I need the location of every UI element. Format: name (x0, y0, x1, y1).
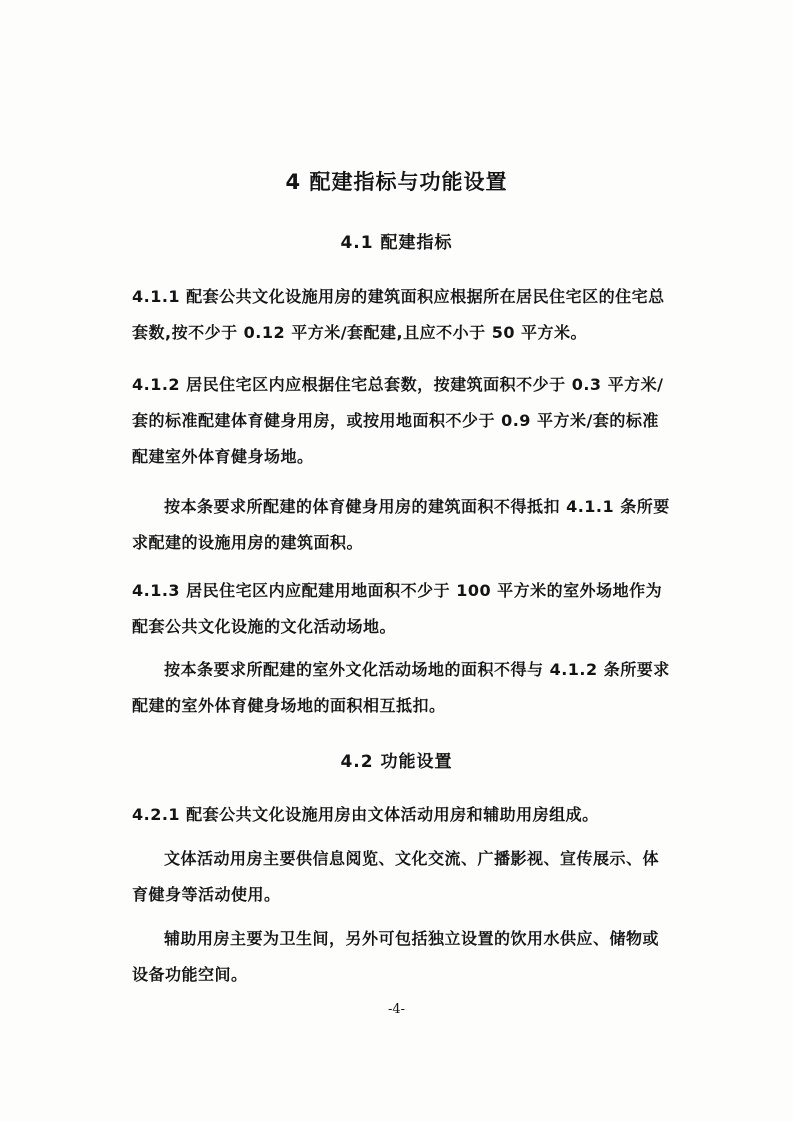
clause-4-2-1: 4.2.1 配套公共文化设施用房由文体活动用房和辅助用房组成。 (132, 805, 599, 824)
clause-4-1-2: 4.1.2 居民住宅区内应根据住宅总套数，按建筑面积不少于 0.3 平方米/套的标准配建体育健身用房，或按用地面积不少于 0.9 平方米/套的标准配建室外体育健身场地。 (132, 375, 664, 466)
section-title-4-1: 4.1 配建指标 (340, 233, 453, 253)
clause-4-1-1: 4.1.1 配套公共文化设施用房的建筑面积应根据所在居民住宅区的住宅总套数,按不少于 0.12 平方米/套配建,且应不小于 50 平方米。 (132, 287, 665, 342)
clause-4-1-3-note: 按本条要求所配建的室外文化活动场地的面积不得与 4.1.2 条所要求配建的室外体育健身场地的面积相互抵扣。 (132, 660, 670, 715)
clause-4-1-2-note: 按本条要求所配建的体育健身用房的建筑面积不得抵扣 4.1.1 条所要求配建的设施用房的建筑面积。 (132, 497, 670, 552)
clause-4-2-1-note-1: 文体活动用房主要供信息阅览、文化交流、广播影视、宣传展示、体育健身等活动使用。 (132, 849, 660, 904)
page-number: -4- (387, 1002, 406, 1017)
chapter-title: 4 配建指标与功能设置 (285, 170, 508, 194)
section-title-4-2: 4.2 功能设置 (340, 752, 453, 772)
clause-4-2-1-note-2: 辅助用房主要为卫生间，另外可包括独立设置的饮用水供应、储物或设备功能空间。 (132, 929, 660, 984)
clause-4-1-3: 4.1.3 居民住宅区内应配建用地面积不少于 100 平方米的室外场地作为配套公共文化设施的文化活动场地。 (132, 581, 663, 636)
